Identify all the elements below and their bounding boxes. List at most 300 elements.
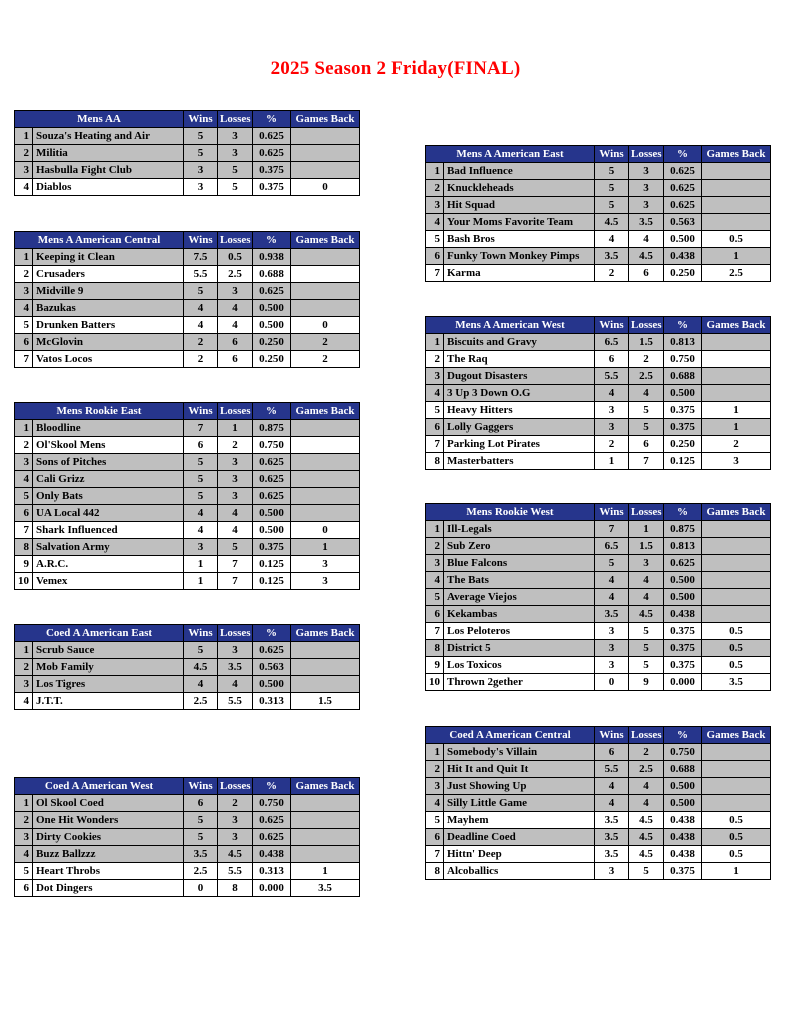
wins-cell: 4 xyxy=(595,385,629,402)
rank-cell: 6 xyxy=(426,606,444,623)
team-name-cell: Silly Little Game xyxy=(444,795,595,812)
losses-cell: 9 xyxy=(629,674,664,691)
rank-cell: 6 xyxy=(15,334,33,351)
games-back-cell xyxy=(702,589,771,606)
losses-cell: 2 xyxy=(629,744,664,761)
losses-cell: 5 xyxy=(629,657,664,674)
losses-cell: 2 xyxy=(629,351,664,368)
wins-cell: 6 xyxy=(184,795,218,812)
games-back-cell: 0.5 xyxy=(702,640,771,657)
rank-cell: 3 xyxy=(15,829,33,846)
rank-cell: 1 xyxy=(15,249,33,266)
wins-cell: 3.5 xyxy=(595,606,629,623)
losses-cell: 4.5 xyxy=(629,248,664,265)
pct-cell: 0.250 xyxy=(253,334,291,351)
team-name-cell: Militia xyxy=(33,145,184,162)
team-name-cell: Deadline Coed xyxy=(444,829,595,846)
column-header-losses: Losses xyxy=(218,625,253,642)
team-name-cell: Somebody's Villain xyxy=(444,744,595,761)
team-name-cell: Blue Falcons xyxy=(444,555,595,572)
column-header-pct: % xyxy=(664,504,702,521)
team-name-cell: District 5 xyxy=(444,640,595,657)
games-back-cell xyxy=(291,795,360,812)
rank-cell: 6 xyxy=(426,829,444,846)
rank-cell: 1 xyxy=(15,128,33,145)
pct-cell: 0.375 xyxy=(253,179,291,196)
wins-cell: 5 xyxy=(595,163,629,180)
losses-cell: 1 xyxy=(629,521,664,538)
wins-cell: 7 xyxy=(184,420,218,437)
team-name-cell: Dirty Cookies xyxy=(33,829,184,846)
pct-cell: 0.125 xyxy=(253,556,291,573)
pct-cell: 0.500 xyxy=(253,300,291,317)
division-name: Mens AA xyxy=(15,111,184,128)
column-header-pct: % xyxy=(253,111,291,128)
pct-cell: 0.500 xyxy=(664,778,702,795)
team-name-cell: Sons of Pitches xyxy=(33,454,184,471)
losses-cell: 4 xyxy=(629,589,664,606)
team-name-cell: Alcoballics xyxy=(444,863,595,880)
team-name-cell: One Hit Wonders xyxy=(33,812,184,829)
losses-cell: 3 xyxy=(218,812,253,829)
games-back-cell: 0 xyxy=(291,179,360,196)
team-row xyxy=(15,846,360,863)
pct-cell: 0.313 xyxy=(253,693,291,710)
team-row xyxy=(15,795,360,812)
wins-cell: 5 xyxy=(184,471,218,488)
team-name-cell: Buzz Ballzzz xyxy=(33,846,184,863)
pct-cell: 0.625 xyxy=(664,197,702,214)
team-name-cell: Dot Dingers xyxy=(33,880,184,897)
pct-cell: 0.750 xyxy=(253,795,291,812)
rank-cell: 3 xyxy=(15,454,33,471)
division-name: Mens A American Central xyxy=(15,232,184,249)
column-header-losses: Losses xyxy=(629,727,664,744)
wins-cell: 3 xyxy=(595,640,629,657)
team-row xyxy=(426,863,771,880)
losses-cell: 5 xyxy=(218,162,253,179)
losses-cell: 3.5 xyxy=(218,659,253,676)
games-back-cell xyxy=(702,163,771,180)
wins-cell: 3.5 xyxy=(184,846,218,863)
rank-cell: 1 xyxy=(15,795,33,812)
wins-cell: 4.5 xyxy=(184,659,218,676)
pct-cell: 0.250 xyxy=(253,351,291,368)
wins-cell: 3.5 xyxy=(595,248,629,265)
table-section-coed-a-american-east xyxy=(14,624,360,710)
team-row xyxy=(15,300,360,317)
pct-cell: 0.250 xyxy=(664,436,702,453)
column-header-games-back: Games Back xyxy=(291,625,360,642)
team-name-cell: Vatos Locos xyxy=(33,351,184,368)
column-header-pct: % xyxy=(664,727,702,744)
pct-cell: 0.813 xyxy=(664,538,702,555)
team-row xyxy=(15,266,360,283)
team-name-cell: Hit Squad xyxy=(444,197,595,214)
rank-cell: 4 xyxy=(426,572,444,589)
column-header-losses: Losses xyxy=(218,778,253,795)
rank-cell: 5 xyxy=(426,812,444,829)
games-back-cell xyxy=(291,846,360,863)
rank-cell: 6 xyxy=(426,248,444,265)
games-back-cell xyxy=(702,351,771,368)
games-back-cell xyxy=(702,334,771,351)
games-back-cell xyxy=(291,642,360,659)
rank-cell: 5 xyxy=(15,863,33,880)
wins-cell: 4 xyxy=(184,522,218,539)
team-name-cell: Ol'Skool Mens xyxy=(33,437,184,454)
rank-cell: 4 xyxy=(15,693,33,710)
wins-cell: 3 xyxy=(595,402,629,419)
losses-cell: 4 xyxy=(629,572,664,589)
column-header-wins: Wins xyxy=(595,146,629,163)
losses-cell: 4 xyxy=(629,778,664,795)
rank-cell: 2 xyxy=(15,266,33,283)
pct-cell: 0.000 xyxy=(664,674,702,691)
table-header-row xyxy=(15,778,360,795)
table-header-row xyxy=(426,146,771,163)
team-row xyxy=(426,812,771,829)
column-header-losses: Losses xyxy=(218,403,253,420)
team-name-cell: Sub Zero xyxy=(444,538,595,555)
losses-cell: 4 xyxy=(218,505,253,522)
table-header-row xyxy=(426,504,771,521)
column-header-pct: % xyxy=(253,778,291,795)
games-back-cell xyxy=(291,437,360,454)
wins-cell: 5 xyxy=(184,145,218,162)
games-back-cell: 1 xyxy=(702,419,771,436)
team-name-cell: Mob Family xyxy=(33,659,184,676)
wins-cell: 1 xyxy=(184,556,218,573)
losses-cell: 5 xyxy=(218,179,253,196)
division-name: Coed A American Central xyxy=(426,727,595,744)
column-header-wins: Wins xyxy=(184,403,218,420)
table-section-mens-a-american-central xyxy=(14,231,360,368)
losses-cell: 4.5 xyxy=(629,812,664,829)
wins-cell: 5 xyxy=(595,197,629,214)
losses-cell: 2 xyxy=(218,437,253,454)
team-row xyxy=(426,368,771,385)
column-right xyxy=(425,0,770,1024)
losses-cell: 2.5 xyxy=(218,266,253,283)
rank-cell: 7 xyxy=(15,522,33,539)
rank-cell: 5 xyxy=(15,488,33,505)
team-row xyxy=(15,522,360,539)
losses-cell: 4 xyxy=(218,522,253,539)
pct-cell: 0.563 xyxy=(664,214,702,231)
team-row xyxy=(426,163,771,180)
table-header-row xyxy=(15,232,360,249)
losses-cell: 8 xyxy=(218,880,253,897)
team-row xyxy=(15,162,360,179)
losses-cell: 2 xyxy=(218,795,253,812)
games-back-cell: 1 xyxy=(291,539,360,556)
table-section-coed-a-american-central xyxy=(425,726,771,880)
losses-cell: 5 xyxy=(629,419,664,436)
losses-cell: 4.5 xyxy=(218,846,253,863)
team-row xyxy=(15,420,360,437)
column-header-wins: Wins xyxy=(184,111,218,128)
team-row xyxy=(426,744,771,761)
table-section-mens-rookie-east xyxy=(14,402,360,590)
rank-cell: 6 xyxy=(15,505,33,522)
games-back-cell xyxy=(291,300,360,317)
team-name-cell: Cali Grizz xyxy=(33,471,184,488)
team-name-cell: Mayhem xyxy=(444,812,595,829)
wins-cell: 5 xyxy=(184,812,218,829)
team-name-cell: Vemex xyxy=(33,573,184,590)
team-row xyxy=(426,761,771,778)
games-back-cell: 2 xyxy=(291,351,360,368)
games-back-cell: 1 xyxy=(291,863,360,880)
pct-cell: 0.500 xyxy=(664,589,702,606)
team-name-cell: Midville 9 xyxy=(33,283,184,300)
pct-cell: 0.375 xyxy=(664,419,702,436)
games-back-cell xyxy=(291,812,360,829)
wins-cell: 2 xyxy=(595,436,629,453)
rank-cell: 3 xyxy=(426,197,444,214)
losses-cell: 7 xyxy=(629,453,664,470)
team-row xyxy=(15,351,360,368)
team-name-cell: Shark Influenced xyxy=(33,522,184,539)
rank-cell: 8 xyxy=(426,453,444,470)
losses-cell: 4.5 xyxy=(629,606,664,623)
standings-table xyxy=(425,503,771,691)
games-back-cell xyxy=(291,266,360,283)
column-header-games-back: Games Back xyxy=(702,146,771,163)
standings-table xyxy=(14,402,360,590)
pct-cell: 0.438 xyxy=(664,829,702,846)
wins-cell: 1 xyxy=(595,453,629,470)
rank-cell: 9 xyxy=(15,556,33,573)
games-back-cell xyxy=(702,606,771,623)
wins-cell: 3 xyxy=(184,162,218,179)
pct-cell: 0.375 xyxy=(664,640,702,657)
games-back-cell xyxy=(702,180,771,197)
losses-cell: 3 xyxy=(218,471,253,488)
rank-cell: 2 xyxy=(426,761,444,778)
team-row xyxy=(426,795,771,812)
rank-cell: 1 xyxy=(15,642,33,659)
wins-cell: 5 xyxy=(184,488,218,505)
wins-cell: 4 xyxy=(184,317,218,334)
team-row xyxy=(426,606,771,623)
wins-cell: 3 xyxy=(595,657,629,674)
column-header-wins: Wins xyxy=(184,625,218,642)
rank-cell: 4 xyxy=(426,214,444,231)
losses-cell: 3 xyxy=(218,454,253,471)
rank-cell: 7 xyxy=(426,846,444,863)
wins-cell: 5 xyxy=(184,642,218,659)
losses-cell: 6 xyxy=(629,265,664,282)
wins-cell: 4 xyxy=(184,300,218,317)
table-section-mens-a-american-west xyxy=(425,316,771,470)
rank-cell: 4 xyxy=(426,795,444,812)
column-header-wins: Wins xyxy=(184,778,218,795)
wins-cell: 5 xyxy=(595,180,629,197)
team-row xyxy=(15,334,360,351)
rank-cell: 7 xyxy=(426,623,444,640)
team-name-cell: Souza's Heating and Air xyxy=(33,128,184,145)
team-row xyxy=(426,197,771,214)
team-name-cell: Scrub Sauce xyxy=(33,642,184,659)
wins-cell: 5.5 xyxy=(595,761,629,778)
division-name: Mens Rookie West xyxy=(426,504,595,521)
pct-cell: 0.625 xyxy=(253,812,291,829)
pct-cell: 0.438 xyxy=(664,846,702,863)
team-name-cell: Ill-Legals xyxy=(444,521,595,538)
team-name-cell: Just Showing Up xyxy=(444,778,595,795)
team-row xyxy=(15,128,360,145)
rank-cell: 10 xyxy=(15,573,33,590)
pct-cell: 0.750 xyxy=(664,744,702,761)
pct-cell: 0.438 xyxy=(253,846,291,863)
team-row xyxy=(426,521,771,538)
rank-cell: 3 xyxy=(426,368,444,385)
losses-cell: 4 xyxy=(218,300,253,317)
team-name-cell: Salvation Army xyxy=(33,539,184,556)
team-name-cell: Heart Throbs xyxy=(33,863,184,880)
losses-cell: 4 xyxy=(218,317,253,334)
pct-cell: 0.500 xyxy=(664,572,702,589)
division-name: Mens A American West xyxy=(426,317,595,334)
team-name-cell: Drunken Batters xyxy=(33,317,184,334)
team-row xyxy=(15,505,360,522)
wins-cell: 2.5 xyxy=(184,693,218,710)
losses-cell: 5 xyxy=(629,402,664,419)
team-name-cell: Hit It and Quit It xyxy=(444,761,595,778)
team-row xyxy=(426,402,771,419)
games-back-cell: 0.5 xyxy=(702,657,771,674)
wins-cell: 4 xyxy=(184,505,218,522)
pct-cell: 0.500 xyxy=(664,231,702,248)
team-name-cell: The Bats xyxy=(444,572,595,589)
division-name: Coed A American West xyxy=(15,778,184,795)
games-back-cell: 3.5 xyxy=(291,880,360,897)
losses-cell: 4 xyxy=(218,676,253,693)
games-back-cell xyxy=(702,368,771,385)
pct-cell: 0.625 xyxy=(253,128,291,145)
team-row xyxy=(426,674,771,691)
standings-table xyxy=(14,110,360,196)
column-header-games-back: Games Back xyxy=(702,727,771,744)
rank-cell: 7 xyxy=(426,436,444,453)
rank-cell: 1 xyxy=(426,744,444,761)
column-header-pct: % xyxy=(253,232,291,249)
team-row xyxy=(426,778,771,795)
team-name-cell: Hittn' Deep xyxy=(444,846,595,863)
team-row xyxy=(15,454,360,471)
team-name-cell: Bazukas xyxy=(33,300,184,317)
team-name-cell: Diablos xyxy=(33,179,184,196)
team-row xyxy=(426,572,771,589)
wins-cell: 5 xyxy=(595,555,629,572)
team-row xyxy=(15,539,360,556)
games-back-cell: 0.5 xyxy=(702,829,771,846)
team-name-cell: Bloodline xyxy=(33,420,184,437)
team-row xyxy=(15,829,360,846)
losses-cell: 6 xyxy=(629,436,664,453)
losses-cell: 3 xyxy=(629,180,664,197)
team-row xyxy=(15,812,360,829)
losses-cell: 1.5 xyxy=(629,334,664,351)
pct-cell: 0.500 xyxy=(253,317,291,334)
column-header-losses: Losses xyxy=(629,146,664,163)
losses-cell: 1 xyxy=(218,420,253,437)
rank-cell: 3 xyxy=(15,283,33,300)
team-name-cell: Biscuits and Gravy xyxy=(444,334,595,351)
games-back-cell xyxy=(291,283,360,300)
losses-cell: 5 xyxy=(629,863,664,880)
pct-cell: 0.375 xyxy=(664,402,702,419)
losses-cell: 3 xyxy=(218,128,253,145)
pct-cell: 0.313 xyxy=(253,863,291,880)
losses-cell: 4.5 xyxy=(629,829,664,846)
column-header-games-back: Games Back xyxy=(702,504,771,521)
games-back-cell xyxy=(702,795,771,812)
table-section-mens-rookie-west xyxy=(425,503,771,691)
team-row xyxy=(426,334,771,351)
pct-cell: 0.625 xyxy=(253,488,291,505)
losses-cell: 1.5 xyxy=(629,538,664,555)
games-back-cell xyxy=(291,676,360,693)
column-header-pct: % xyxy=(664,146,702,163)
games-back-cell: 2.5 xyxy=(702,265,771,282)
pct-cell: 0.438 xyxy=(664,606,702,623)
pct-cell: 0.750 xyxy=(664,351,702,368)
rank-cell: 2 xyxy=(426,538,444,555)
team-row xyxy=(15,659,360,676)
team-row xyxy=(15,573,360,590)
rank-cell: 5 xyxy=(426,402,444,419)
games-back-cell xyxy=(702,778,771,795)
wins-cell: 6 xyxy=(595,744,629,761)
losses-cell: 2.5 xyxy=(629,761,664,778)
team-name-cell: UA Local 442 xyxy=(33,505,184,522)
pct-cell: 0.625 xyxy=(253,829,291,846)
rank-cell: 8 xyxy=(426,863,444,880)
team-row xyxy=(15,488,360,505)
team-row xyxy=(15,317,360,334)
wins-cell: 4 xyxy=(595,589,629,606)
losses-cell: 2.5 xyxy=(629,368,664,385)
wins-cell: 0 xyxy=(595,674,629,691)
rank-cell: 2 xyxy=(15,437,33,454)
pct-cell: 0.813 xyxy=(664,334,702,351)
games-back-cell: 3 xyxy=(291,573,360,590)
losses-cell: 5 xyxy=(629,623,664,640)
games-back-cell: 0.5 xyxy=(702,812,771,829)
team-row xyxy=(15,471,360,488)
pct-cell: 0.438 xyxy=(664,248,702,265)
games-back-cell xyxy=(291,829,360,846)
column-header-losses: Losses xyxy=(629,504,664,521)
pct-cell: 0.938 xyxy=(253,249,291,266)
team-row xyxy=(426,640,771,657)
wins-cell: 3 xyxy=(184,539,218,556)
losses-cell: 0.5 xyxy=(218,249,253,266)
pct-cell: 0.125 xyxy=(253,573,291,590)
wins-cell: 2 xyxy=(184,351,218,368)
pct-cell: 0.875 xyxy=(664,521,702,538)
wins-cell: 5 xyxy=(184,454,218,471)
column-header-wins: Wins xyxy=(595,727,629,744)
division-name: Coed A American East xyxy=(15,625,184,642)
team-row xyxy=(15,676,360,693)
team-row xyxy=(15,437,360,454)
pct-cell: 0.375 xyxy=(253,539,291,556)
wins-cell: 4 xyxy=(184,676,218,693)
